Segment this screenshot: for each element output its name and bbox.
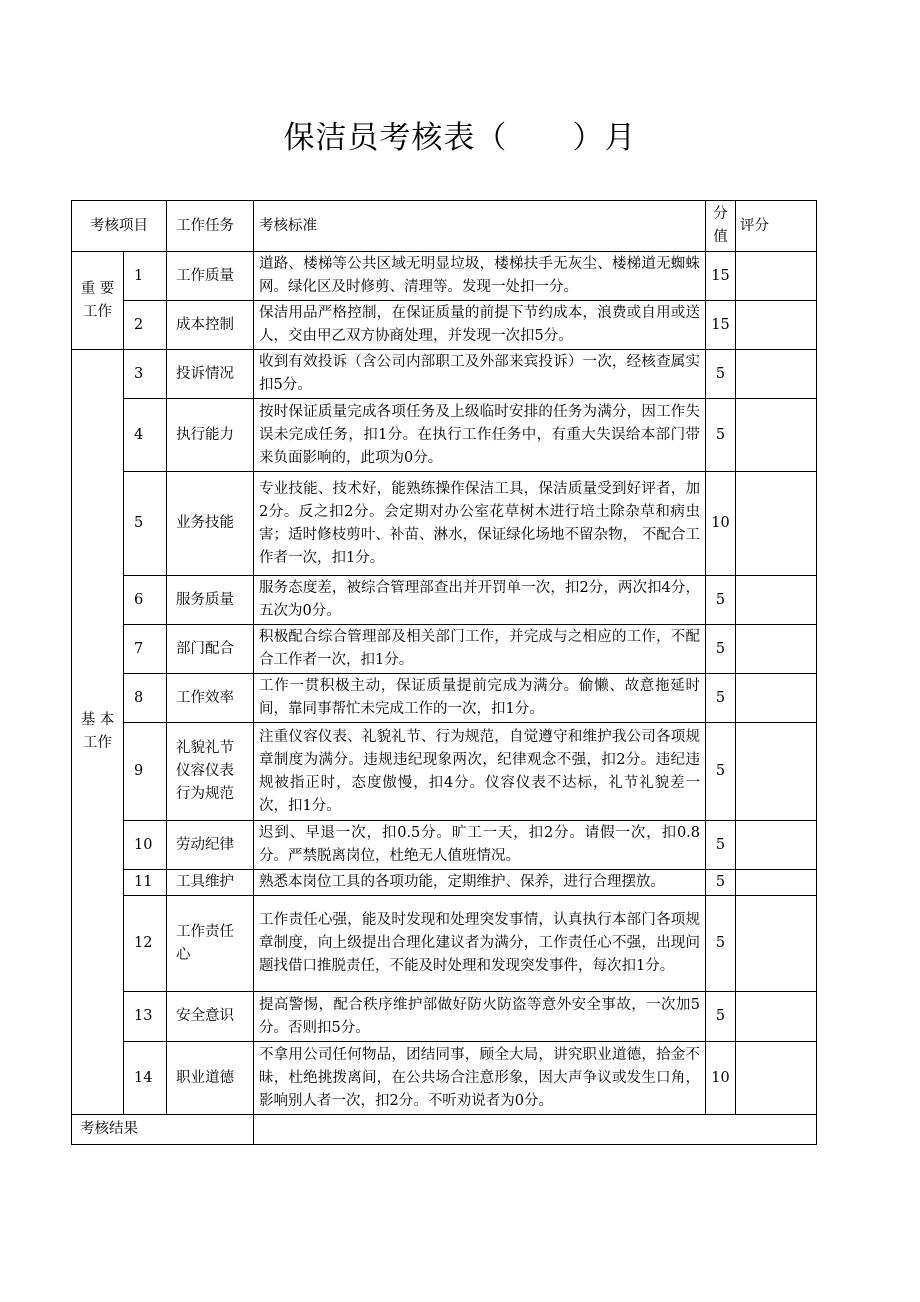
row-number: 12 (124, 896, 167, 992)
table-header-row (72, 201, 817, 252)
row-score-cell[interactable] (736, 870, 817, 896)
row-number: 6 (124, 576, 167, 625)
row-points: 5 (706, 625, 736, 674)
table-row (72, 625, 817, 674)
row-points: 15 (706, 252, 736, 301)
header-project: 考核项目 (72, 201, 167, 252)
row-score-cell[interactable] (736, 472, 817, 576)
row-standard: 专业技能、技术好，能熟练操作保洁工具，保洁质量受到好评者，加2分。反之扣2分。会定期对办公室花草树木进行培土除杂草和病虫害；适时修枝剪叶、补苗、淋水，保证绿化场地不留杂物， 不配合工作者一次，扣1分。 (254, 472, 706, 576)
row-score-cell[interactable] (736, 301, 817, 350)
table-row (72, 896, 817, 992)
row-task: 工具维护 (167, 870, 254, 896)
row-points: 10 (706, 472, 736, 576)
row-number: 10 (124, 821, 167, 870)
row-task: 业务技能 (167, 472, 254, 576)
row-standard: 迟到、早退一次，扣0.5分。旷工一天，扣2分。请假一次，扣0.8分。严禁脱离岗位，杜绝无人值班情况。 (254, 821, 706, 870)
row-task: 工作责任心 (167, 896, 254, 992)
result-label: 考核结果 (72, 1115, 254, 1145)
result-row (72, 1115, 817, 1145)
row-task: 服务质量 (167, 576, 254, 625)
table-row (72, 301, 817, 350)
row-score-cell[interactable] (736, 399, 817, 472)
row-score-cell[interactable] (736, 350, 817, 399)
row-standard: 熟悉本岗位工具的各项功能，定期维护、保养，进行合理摆放。 (254, 870, 706, 896)
row-task: 投诉情况 (167, 350, 254, 399)
table-row (72, 350, 817, 399)
row-points: 5 (706, 723, 736, 821)
row-points: 5 (706, 576, 736, 625)
result-cell[interactable] (254, 1115, 817, 1145)
row-standard: 积极配合综合管理部及相关部门工作，并完成与之相应的工作，不配合工作者一次，扣1分。 (254, 625, 706, 674)
table-row (72, 576, 817, 625)
header-points: 分值 (706, 201, 736, 252)
header-score: 评分 (736, 201, 817, 252)
row-points: 5 (706, 399, 736, 472)
table-row (72, 472, 817, 576)
row-task: 工作质量 (167, 252, 254, 301)
row-points: 15 (706, 301, 736, 350)
row-task: 成本控制 (167, 301, 254, 350)
header-standard: 考核标准 (254, 201, 706, 252)
row-standard: 收到有效投诉（含公司内部职工及外部来宾投诉）一次，经核查属实扣5分。 (254, 350, 706, 399)
row-points: 5 (706, 350, 736, 399)
row-number: 1 (124, 252, 167, 301)
table-row (72, 870, 817, 896)
table-row (72, 399, 817, 472)
row-points: 5 (706, 992, 736, 1042)
row-score-cell[interactable] (736, 992, 817, 1042)
row-task: 部门配合 (167, 625, 254, 674)
row-task: 安全意识 (167, 992, 254, 1042)
row-score-cell[interactable] (736, 576, 817, 625)
page-title: 保洁员考核表（ ）月 (283, 120, 637, 156)
row-task: 劳动纪律 (167, 821, 254, 870)
row-number: 11 (124, 870, 167, 896)
row-number: 7 (124, 625, 167, 674)
table-row (72, 252, 817, 301)
row-number: 5 (124, 472, 167, 576)
row-number: 9 (124, 723, 167, 821)
row-score-cell[interactable] (736, 821, 817, 870)
row-number: 2 (124, 301, 167, 350)
row-standard: 提高警惕，配合秩序维护部做好防火防盗等意外安全事故，一次加5分。否则扣5分。 (254, 992, 706, 1042)
row-standard: 服务态度差，被综合管理部查出并开罚单一次，扣2分，两次扣4分，五次为0分。 (254, 576, 706, 625)
table-row (72, 992, 817, 1042)
row-number: 14 (124, 1042, 167, 1115)
row-task: 执行能力 (167, 399, 254, 472)
row-standard: 工作一贯积极主动，保证质量提前完成为满分。偷懒、故意拖延时间，靠同事帮忙未完成工作的一次，扣1分。 (254, 674, 706, 723)
table-row (72, 723, 817, 821)
row-points: 5 (706, 896, 736, 992)
row-points: 5 (706, 821, 736, 870)
row-standard: 保洁用品严格控制，在保证质量的前提下节约成本，浪费或自用或送人，交由甲乙双方协商处理，并发现一次扣5分。 (254, 301, 706, 350)
row-points: 5 (706, 674, 736, 723)
header-task: 工作任务 (167, 201, 254, 252)
group-basic: 基 本 工作 (72, 350, 124, 1115)
table-row (72, 674, 817, 723)
row-score-cell[interactable] (736, 723, 817, 821)
row-score-cell[interactable] (736, 896, 817, 992)
row-task: 工作效率 (167, 674, 254, 723)
row-standard: 按时保证质量完成各项任务及上级临时安排的任务为满分，因工作失误未完成任务，扣1分。在执行工作任务中，有重大失误给本部门带来负面影响的，此项为0分。 (254, 399, 706, 472)
group-important: 重 要 工作 (72, 252, 124, 350)
row-task: 礼貌礼节仪容仪表行为规范 (167, 723, 254, 821)
row-number: 3 (124, 350, 167, 399)
table-row (72, 821, 817, 870)
row-score-cell[interactable] (736, 625, 817, 674)
evaluation-table (71, 200, 817, 1145)
row-number: 8 (124, 674, 167, 723)
row-standard: 道路、楼梯等公共区域无明显垃圾，楼梯扶手无灰尘、楼梯道无蜘蛛网。绿化区及时修剪、清理等。发现一处扣一分。 (254, 252, 706, 301)
row-score-cell[interactable] (736, 252, 817, 301)
row-points: 10 (706, 1042, 736, 1115)
row-points: 5 (706, 870, 736, 896)
row-standard: 不拿用公司任何物品，团结同事，顾全大局，讲究职业道德，拾金不昧，杜绝挑拨离间，在公共场合注意形象，因大声争议或发生口角，影响别人者一次，扣2分。不听劝说者为0分。 (254, 1042, 706, 1115)
row-standard: 注重仪容仪表、礼貌礼节、行为规范，自觉遵守和维护我公司各项规章制度为满分。违规违纪现象两次，纪律观念不强，扣2分。违纪违规被指正时，态度傲慢，扣4分。仪容仪表不达标，礼节礼貌差一次，扣1分。 (254, 723, 706, 821)
table-row (72, 1042, 817, 1115)
row-number: 13 (124, 992, 167, 1042)
row-task: 职业道德 (167, 1042, 254, 1115)
row-score-cell[interactable] (736, 1042, 817, 1115)
row-score-cell[interactable] (736, 674, 817, 723)
row-standard: 工作责任心强，能及时发现和处理突发事情，认真执行本部门各项规章制度，向上级提出合理化建议者为满分，工作责任心不强，出现问题找借口推脱责任，不能及时处理和发现突发事件，每次扣1分。 (254, 896, 706, 992)
row-number: 4 (124, 399, 167, 472)
